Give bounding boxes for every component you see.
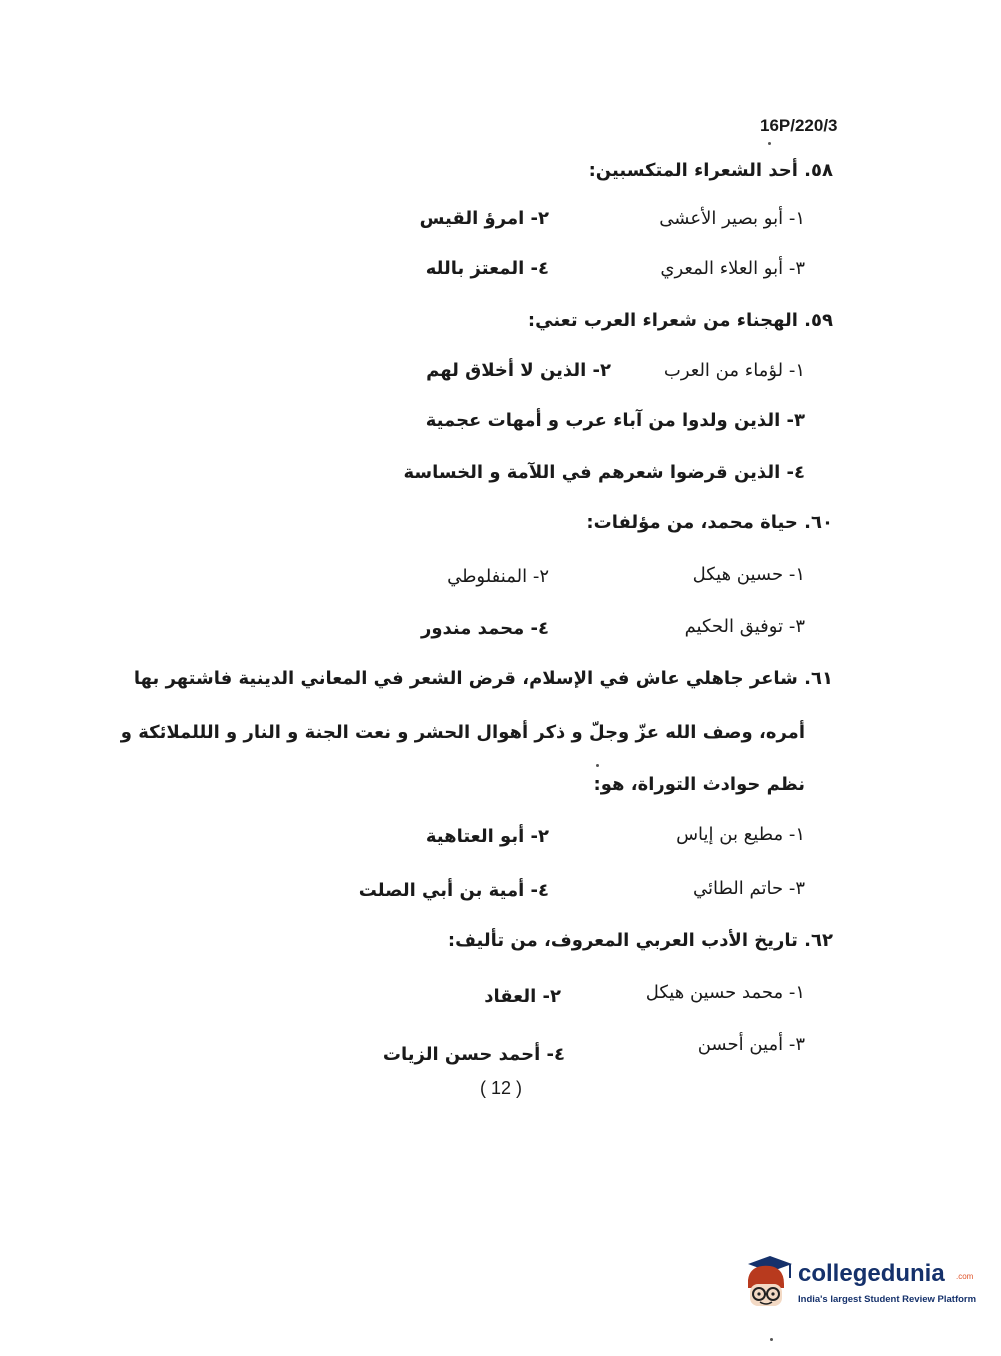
paper-code: 16P/220/3: [760, 116, 838, 135]
q60-option-4: ٤- محمد مندور: [420, 618, 549, 639]
q59-option-4: ٤- الذين قرضوا شعرهم في اللآمة و الخساسة: [403, 462, 805, 483]
q61-option-4: ٤- أمية بن أبي الصلت: [358, 880, 549, 901]
question-number: ٦٠.: [804, 512, 833, 533]
question-number: ٦١.: [804, 668, 833, 689]
question-text: تاريخ الأدب العربي المعروف، من تأليف:: [447, 930, 798, 951]
question-62: [448, 930, 833, 951]
q60-option-3: ٣- توفيق الحكيم: [684, 616, 805, 637]
question-number: ٦٢.: [804, 930, 833, 951]
page-number: ( 12 ): [480, 1078, 523, 1098]
mascot-icon: [740, 1250, 796, 1318]
question-text: أحد الشعراء المتكسبين:: [588, 160, 798, 181]
question-61-line-3: نظم حوادث التوراة، هو:: [593, 774, 805, 795]
q61-option-2: ٢- أبو العتاهية: [425, 826, 549, 847]
q62-option-2: ٢- العقاد: [484, 986, 561, 1007]
q58-option-3: ٣- أبو العلاء المعري: [660, 258, 805, 279]
question-60: [586, 512, 833, 533]
q59-option-3: ٣- الذين ولدوا من آباء عرب و أمهات عجمية: [425, 410, 805, 431]
q62-option-4: ٤- أحمد حسن الزيات: [382, 1044, 565, 1065]
question-text-line-1: شاعر جاهلي عاش في الإسلام، قرض الشعر في المعاني الدينية فاشتهر بها: [133, 668, 798, 689]
q62-option-1: ١- محمد حسين هيكل: [645, 982, 805, 1003]
q61-option-1: ١- مطيع بن إياس: [676, 824, 805, 845]
q61-option-3: ٣- حاتم الطائي: [693, 878, 805, 899]
q62-option-3: ٣- أمين أحسن: [697, 1034, 805, 1055]
question-text: الهجناء من شعراء العرب تعني:: [527, 310, 798, 331]
brand-name: collegedunia: [798, 1260, 945, 1287]
question-58: [589, 160, 833, 181]
question-59: [528, 310, 833, 331]
q58-option-1: ١- أبو بصير الأعشى: [659, 208, 805, 229]
q59-option-1: ١- لؤماء من العرب: [663, 360, 805, 381]
question-text: حياة محمد، من مؤلفات:: [586, 512, 798, 533]
brand-domain: .com: [956, 1272, 974, 1281]
question-number: ٥٨.: [804, 160, 833, 181]
question-61: [134, 668, 833, 689]
q58-option-2: ٢- امرؤ القيس: [419, 208, 549, 229]
scan-speck: [770, 1338, 773, 1341]
q58-option-4: ٤- المعتز بالله: [425, 258, 549, 279]
brand-tagline: India's largest Student Review Platform: [798, 1294, 977, 1305]
collegedunia-logo: [740, 1250, 980, 1320]
q60-option-2: ٢- المنفلوطي: [447, 566, 549, 587]
q60-option-1: ١- حسين هيكل: [692, 564, 805, 585]
scan-speck: [768, 142, 771, 145]
question-number: ٥٩.: [804, 310, 833, 331]
q59-option-2: ٢- الذين لا أخلاق لهم: [426, 360, 611, 381]
question-61-line-2: أمره، وصف الله عزّ وجلّ و ذكر أهوال الحشر و نعت الجنة و النار و الللملائكة و: [120, 722, 805, 743]
scan-speck: [596, 764, 599, 767]
